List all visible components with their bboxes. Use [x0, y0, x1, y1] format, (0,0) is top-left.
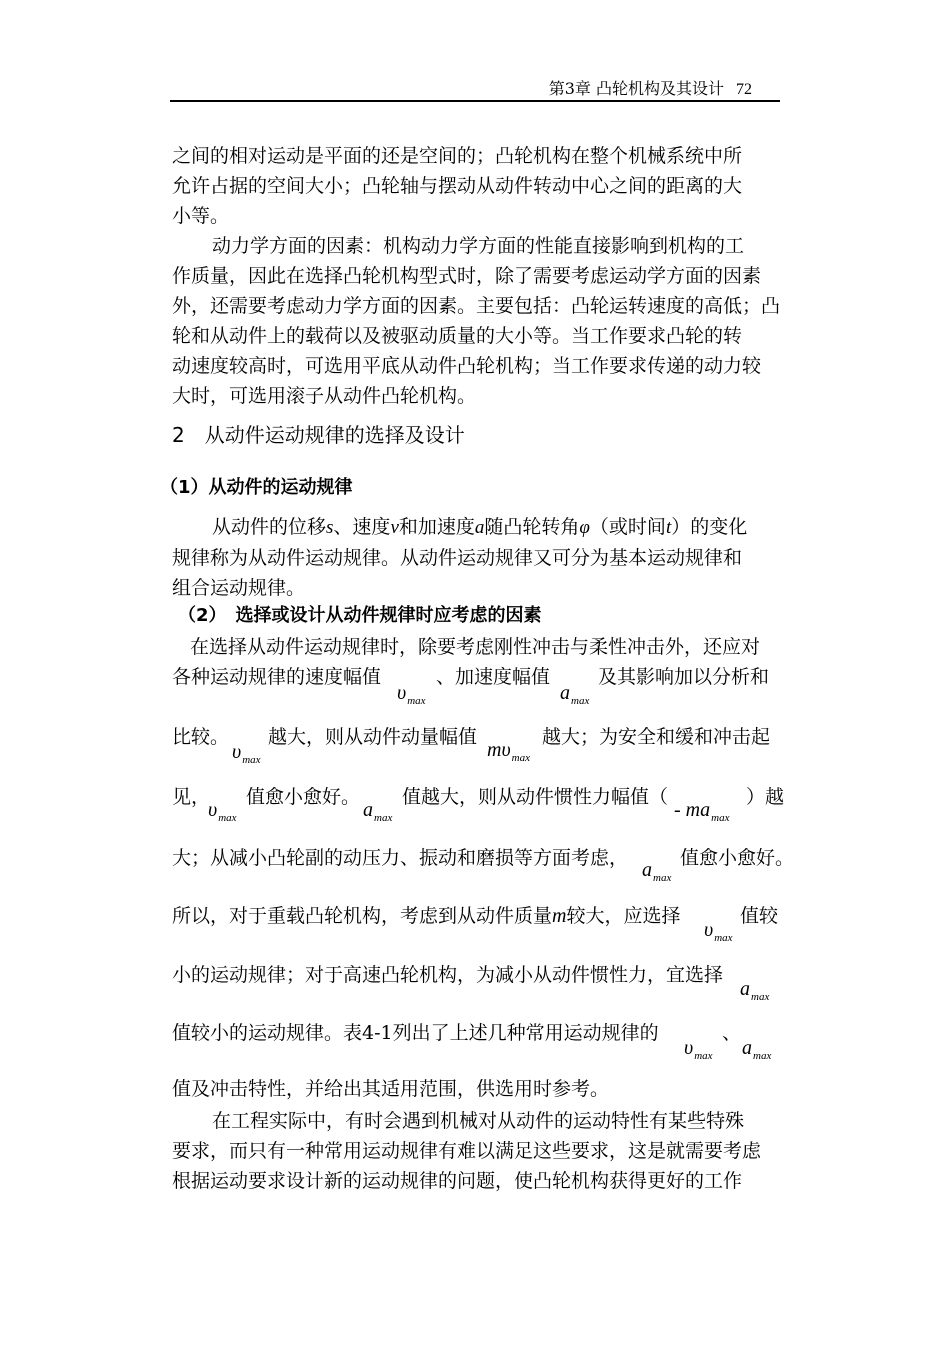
sub2-line2b: 、加速度幅值	[436, 666, 551, 688]
math-main: υ	[232, 741, 242, 763]
sub2-line8b: 、	[722, 1022, 742, 1044]
para2-line1: 动力学方面的因素：机构动力学方面的性能直接影响到机构的工	[212, 235, 745, 257]
m-v-max-symbol	[487, 740, 530, 763]
math-sub: max	[711, 812, 730, 824]
math-sub: max	[571, 695, 590, 707]
math-main: a	[700, 799, 711, 821]
sub2-line5a: 大；从减小凸轮副的动压力、振动和磨损等方面考虑，	[172, 847, 629, 869]
sub2-line3a: 比较。	[172, 726, 230, 748]
chapter-title: 第3章 凸轮机构及其设计	[548, 79, 724, 98]
math-main: υ	[704, 919, 714, 941]
sub2-line3b: 越大，则从动件动量幅值	[268, 726, 478, 748]
para2-line6: 大时，可选用滚子从动件凸轮机构。	[172, 385, 477, 407]
a-max-symbol	[740, 979, 769, 1002]
math-sub: max	[653, 872, 672, 884]
math-sub: max	[242, 754, 261, 766]
para2-line4: 轮和从动件上的载荷以及被驱动质量的大小等。当工作要求凸轮的转	[172, 325, 743, 347]
math-sub: max	[751, 991, 770, 1003]
sub2-line5b: 值愈小愈好。	[680, 847, 795, 869]
v-max-symbol	[704, 920, 733, 943]
math-main: m	[487, 739, 502, 761]
sub1-line3: 组合运动规律。	[172, 577, 306, 599]
sub2-line4b: 值愈小愈好。	[246, 786, 361, 808]
math-main: a	[742, 1037, 752, 1059]
math-main: υ	[684, 1037, 694, 1059]
last-para-line1: 在工程实际中，有时会遇到机械对从动件的运动特性有某些特殊	[212, 1110, 745, 1132]
math-main: a	[560, 682, 570, 704]
a-max-symbol	[742, 1038, 771, 1061]
subsection-1-heading: （1）从动件的运动规律	[160, 477, 353, 498]
sub2-line8: 值较小的运动规律。表4-1列出了上述几种常用运动规律的	[172, 1022, 659, 1044]
section-heading: 2 从动件运动规律的选择及设计	[172, 423, 465, 447]
para2-line2: 作质量，因此在选择凸轮机构型式时，除了需要考虑运动学方面的因素	[172, 265, 762, 287]
text-run: （或时间	[589, 516, 666, 538]
sub2-line2a: 各种运动规律的速度幅值	[172, 666, 382, 688]
sub2-line4a: 见，	[172, 786, 211, 808]
math-sub: max	[714, 932, 733, 944]
math-main: a	[642, 859, 652, 881]
sub2-line7: 小的运动规律；对于高速凸轮机构，为减小从动件惯性力，宜选择	[172, 964, 724, 986]
math-sub: max	[694, 1050, 713, 1062]
a-max-symbol	[363, 800, 392, 823]
math-main: a	[740, 978, 750, 1000]
sub2-line9: 值及冲击特性，并给出其适用范围，供选用时参考。	[172, 1078, 610, 1100]
math-sub: max	[407, 695, 426, 707]
math-sub: max	[753, 1050, 772, 1062]
para1-line1: 之间的相对运动是平面的还是空间的；凸轮机构在整个机械系统中所	[172, 145, 743, 167]
symbol-t: t	[665, 517, 672, 538]
v-max-symbol	[684, 1038, 713, 1061]
math-main: a	[363, 799, 373, 821]
math-main: υ	[208, 799, 218, 821]
math-main: υ	[501, 739, 511, 761]
v-max-symbol	[232, 742, 261, 765]
subsection-2-heading: （2） 选择或设计从动件规律时应考虑的因素	[178, 605, 542, 626]
math-sub: max	[374, 812, 393, 824]
math-sub: max	[511, 752, 530, 764]
math-main: -	[674, 799, 686, 821]
minus-m-a-max-symbol	[674, 800, 729, 823]
sub1-line2: 规律称为从动件运动规律。从动件运动规律又可分为基本运动规律和	[172, 547, 743, 569]
symbol-phi: φ	[579, 517, 590, 538]
sub2-line2c: 及其影响加以分析和	[598, 666, 770, 688]
sub2-line4c: 值越大，则从动件惯性力幅值（	[402, 786, 669, 808]
para1-line2: 允许占据的空间大小；凸轮轴与摆动从动件转动中心之间的距离的大	[172, 175, 743, 197]
text-run: 和加速度	[398, 516, 475, 538]
v-max-symbol	[208, 800, 237, 823]
text-run: 较大，应选择	[566, 905, 681, 927]
math-main: m	[685, 799, 701, 821]
symbol-a: a	[474, 517, 485, 538]
last-para-line3: 根据运动要求设计新的运动规律的问题，使凸轮机构获得更好的工作	[172, 1170, 743, 1192]
last-para-line2: 要求，而只有一种常用运动规律有难以满足这些要求，这是就需要考虑	[172, 1140, 762, 1162]
para1-line3: 小等。	[172, 205, 230, 227]
symbol-m: m	[552, 905, 567, 927]
a-max-symbol	[560, 683, 589, 706]
sub2-line3c: 越大；为安全和缓和冲击起	[542, 726, 771, 748]
sub2-line6	[172, 903, 680, 929]
para2-line3: 外，还需要考虑动力学方面的因素。主要包括：凸轮运转速度的高低；凸	[172, 295, 781, 317]
math-sub: max	[218, 812, 237, 824]
math-main: υ	[397, 682, 407, 704]
text-run: 随凸轮转角	[484, 516, 580, 538]
text-run: 、速度	[333, 516, 391, 538]
sub1-line1	[212, 514, 747, 541]
text-run: ）的变化	[671, 516, 748, 538]
para2-line5: 动速度较高时，可选用平底从动件凸轮机构；当工作要求传递的动力较	[172, 355, 762, 377]
a-max-symbol	[642, 860, 671, 883]
v-max-symbol	[397, 683, 426, 706]
page-number: 72	[736, 81, 752, 98]
text-run: 从动件的位移	[212, 516, 327, 538]
symbol-s: s	[326, 517, 334, 538]
symbol-v: v	[390, 517, 399, 538]
text-run: 所以，对于重载凸轮机构，考虑到从动件质量	[172, 905, 553, 927]
sub2-line1: 在选择从动件运动规律时，除要考虑刚性冲击与柔性冲击外，还应对	[190, 636, 761, 658]
sub2-line4d: ）越	[746, 786, 785, 808]
sub2-line6c: 值较	[740, 905, 779, 927]
running-header	[170, 78, 780, 102]
